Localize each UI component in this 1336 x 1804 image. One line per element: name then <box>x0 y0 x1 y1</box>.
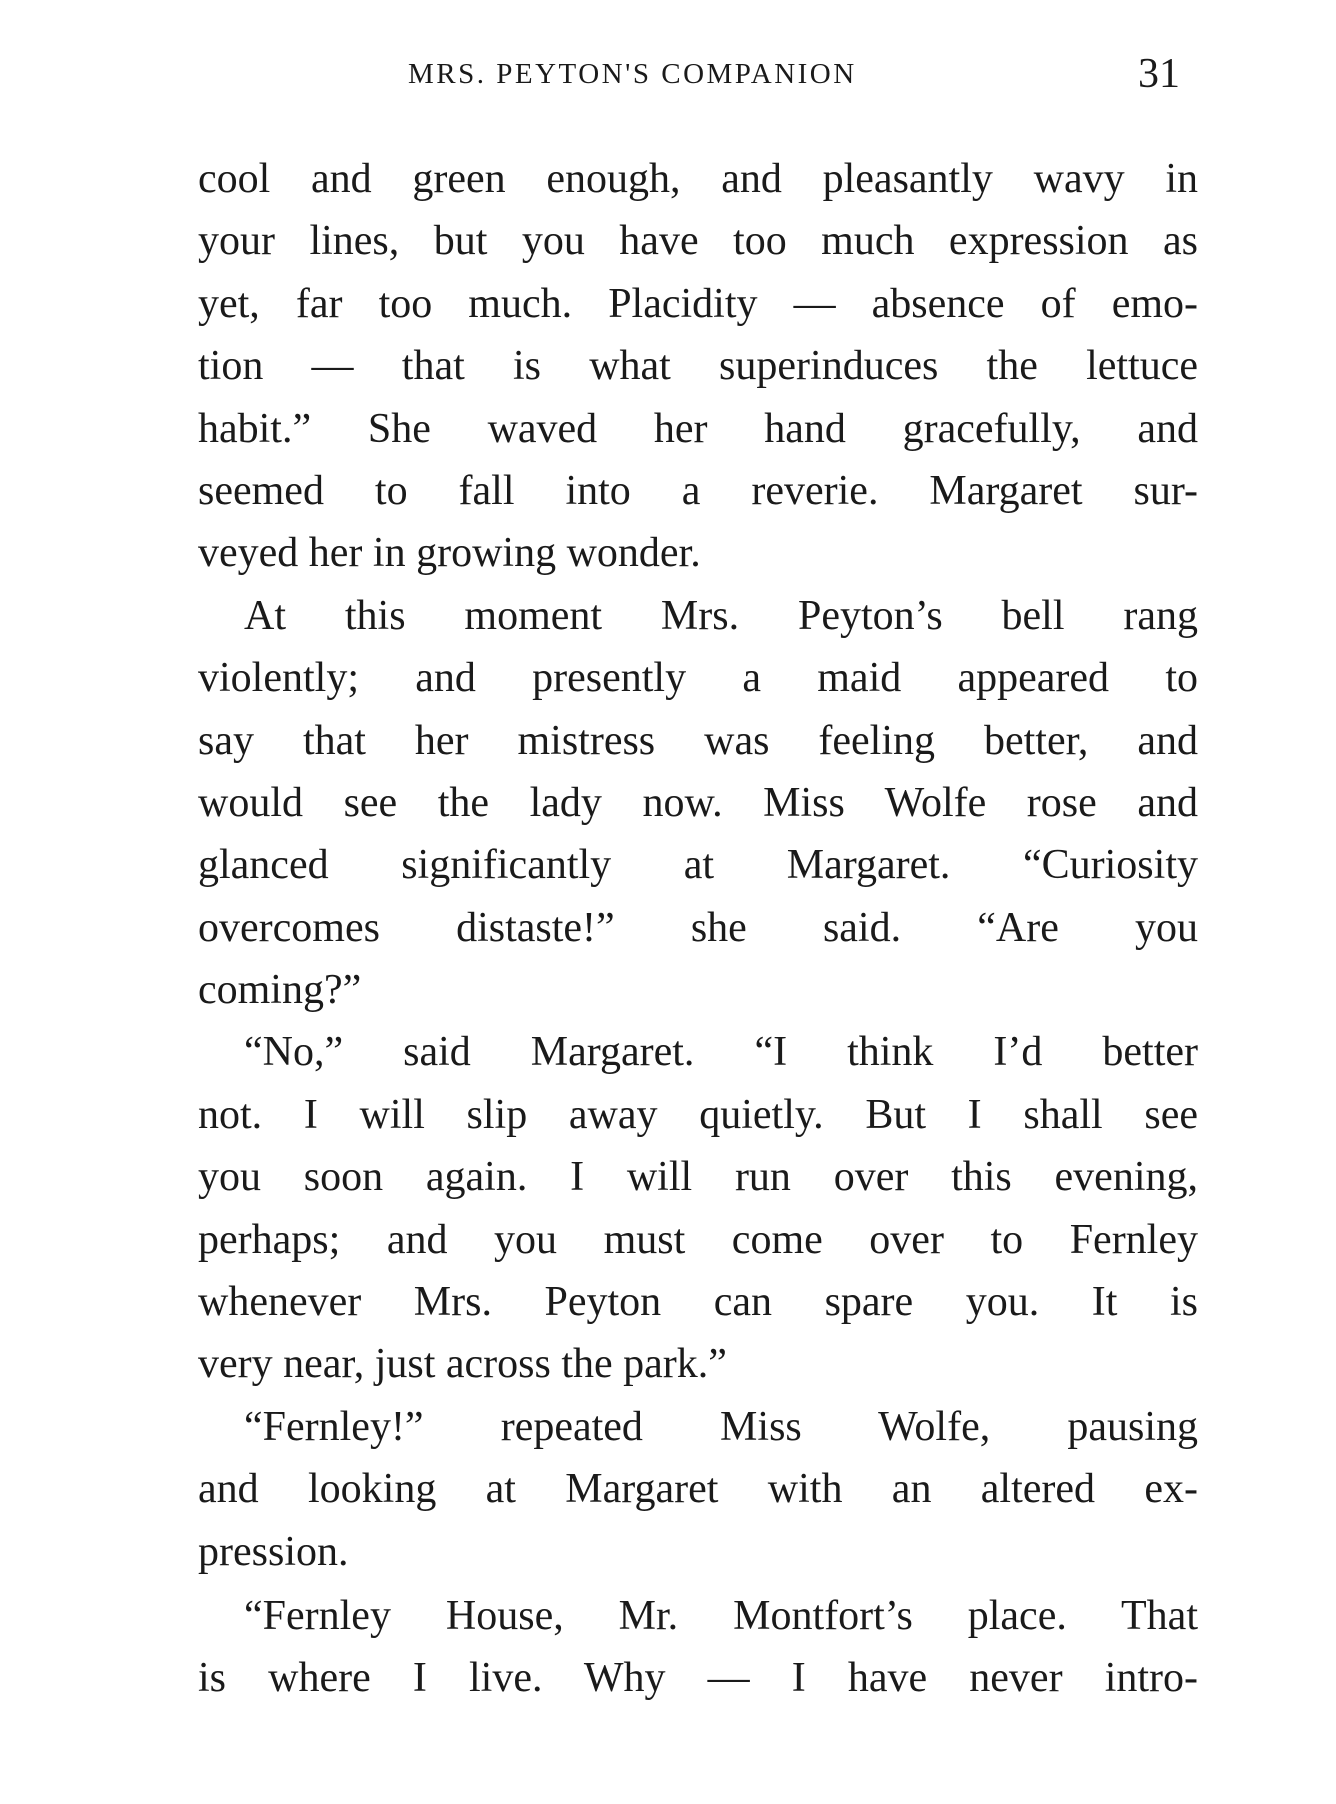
text-line: habit.” She waved her hand gracefully, and <box>198 405 1198 452</box>
text-line: perhaps; and you must come over to Fernley <box>198 1216 1198 1263</box>
text-line: violently; and presently a maid appeared to <box>198 655 1198 702</box>
running-title: MRS. PEYTON'S COMPANION <box>408 58 857 90</box>
text-line: tion — that is what superinduces the lettuce <box>198 343 1198 390</box>
text-line: whenever Mrs. Peyton can spare you. It is <box>198 1279 1198 1326</box>
paragraph-first-line: “No,” said Margaret. “I think I’d better <box>244 1029 1198 1076</box>
text-line: glanced significantly at Margaret. “Curiosity <box>198 842 1198 889</box>
text-line: not. I will slip away quietly. But I shall see <box>198 1091 1198 1138</box>
text-line: your lines, but you have too much expression as <box>198 218 1198 265</box>
page-number: 31 <box>1138 51 1180 97</box>
paragraph-end-line: very near, just across the park.” <box>198 1341 727 1388</box>
text-line: cool and green enough, and pleasantly wavy in <box>198 156 1198 202</box>
body-text <box>198 148 1198 1710</box>
text-line: you soon again. I will run over this evening, <box>198 1154 1198 1201</box>
paragraph-end-line: pression. <box>198 1528 349 1575</box>
text-line: would see the lady now. Miss Wolfe rose and <box>198 779 1198 826</box>
text-line: say that her mistress was feeling better, and <box>198 717 1198 764</box>
paragraph-first-line: “Fernley House, Mr. Montfort’s place. That <box>244 1592 1198 1639</box>
text-line: seemed to fall into a reverie. Margaret sur- <box>198 467 1198 514</box>
paragraph-end-line: veyed her in growing wonder. <box>198 530 701 577</box>
text-line: overcomes distaste!” she said. “Are you <box>198 904 1198 951</box>
paragraph-end-line: coming?” <box>198 967 362 1014</box>
paragraph-first-line: At this moment Mrs. Peyton’s bell rang <box>244 592 1198 639</box>
text-line: is where I live. Why — I have never intro- <box>198 1655 1198 1702</box>
paragraph-first-line: “Fernley!” repeated Miss Wolfe, pausing <box>244 1403 1198 1450</box>
text-line: yet, far too much. Placidity — absence of emo- <box>198 280 1198 327</box>
text-line: and looking at Margaret with an altered ex- <box>198 1466 1198 1513</box>
